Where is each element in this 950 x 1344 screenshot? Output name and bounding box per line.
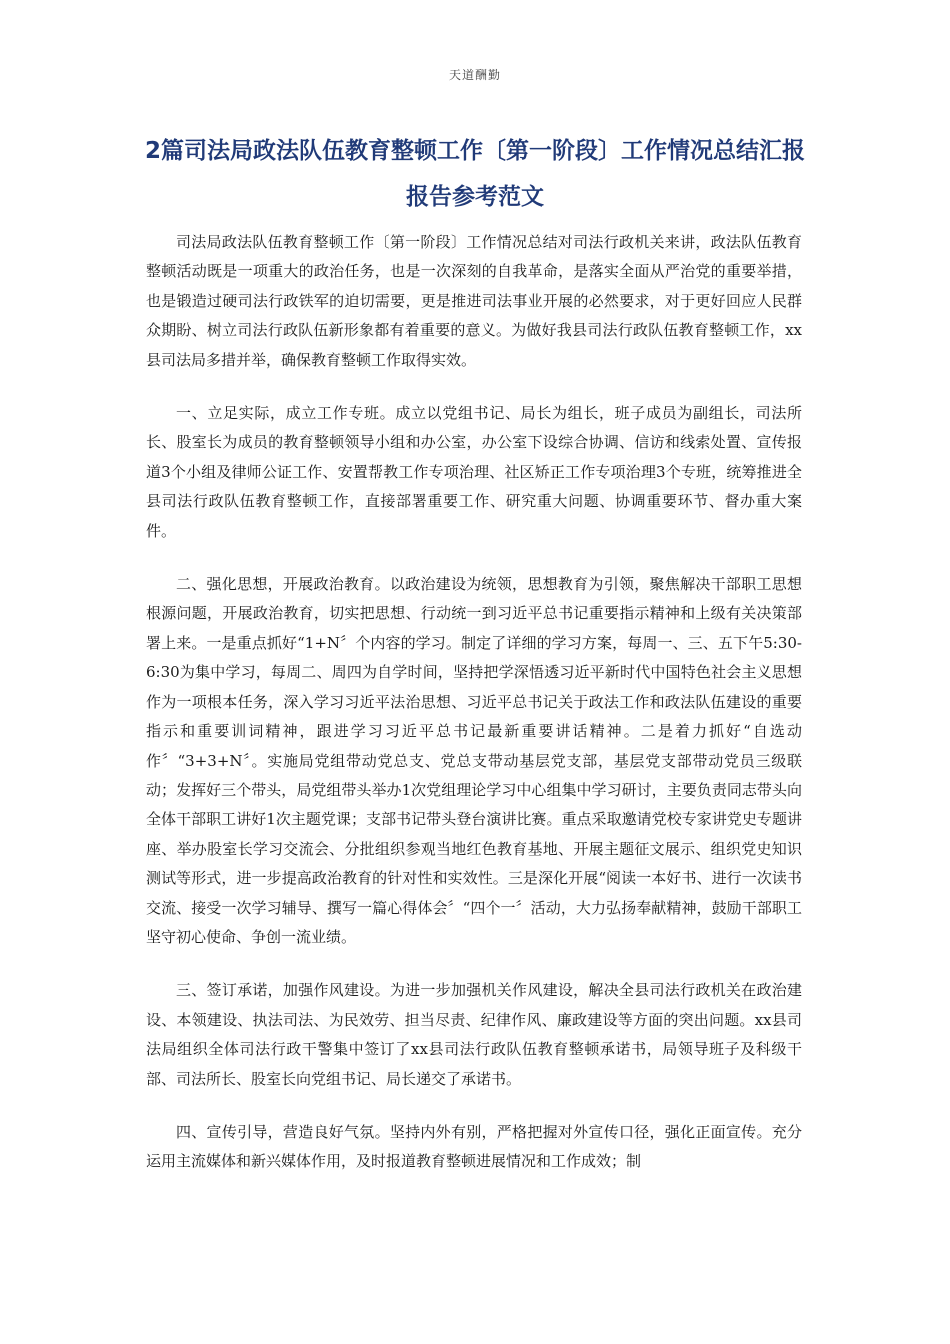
paragraph-section-4: 四、宣传引导，营造良好气氛。坚持内外有别，严格把握对外宣传口径，强化正面宣传。充分运用主流媒体和新兴媒体作用，及时报道教育整顿进展情况和工作成效；制 — [146, 1122, 802, 1171]
paragraph-section-1: 一、立足实际，成立工作专班。成立以党组书记、局长为组长，班子成员为副组长，司法所长、股室长为成员的教育整顿领导小组和办公室，办公室下设综合协调、信访和线索处置、宣传报道3个小组及律师公证工作、安置帮教工作专项治理、社区矫正工作专项治理3个专班，统筹推进全县司法行政队伍教育整顿工作，直接部署重要工作、研究重大问题、协调重要环节、督办重大案件。 — [146, 404, 802, 540]
document-title: 2篇司法局政法队伍教育整顿工作〔第一阶段〕工作情况总结汇报报告参考范文 — [144, 138, 805, 210]
paragraph-section-3: 三、签订承诺，加强作风建设。为进一步加强机关作风建设，解决全县司法行政机关在政治建设、本领建设、执法司法、为民效劳、担当尽责、纪律作风、廉政建设等方面的突出问题。xx县司法局组织全体司法行政干警集中签订了xx县司法行政队伍教育整顿承诺书，局领导班子及科级干部、司法所长、股室长向党组书记、局长递交了承诺书。 — [146, 981, 802, 1088]
paragraph-section-2: 二、强化思想，开展政治教育。以政治建设为统领，思想教育为引领，聚焦解决干部职工思想根源问题，开展政治教育，切实把思想、行动统一到习近平总书记重要指示精神和上级有关决策部署上来。一是重点抓好“1+N〞个内容的学习。制定了详细的学习方案，每周一、三、五下午5:30-6:30为集中学习，每周二、周四为自学时间，坚持把学深悟透习近平新时代中国特色社会主义思想作为一项根本任务，深入学习习近平法治思想、习近平总书记关于政法工作和政法队伍建设的重要指示和重要训词精神，跟进学习习近平总书记最新重要讲话精神。二是着力抓好“自选动作〞“3+3+N〞。实施局党组带动党总支、党总支带动基层党支部，基层党支部带动党员三级联动；发挥好三个带头，局党组带头举办1次党组理论学习中心组集中学习研讨，主要负责同志带头向全体干部职工讲好1次主题党课；支部书记带头登台演讲比赛。重点采取邀请党校专家讲党史专题讲座、举办股室长学习交流会、分批组织参观当地红色教育基地、开展主题征文展示、组织党史知识测试等形式，进一步提高政治教育的针对性和实效性。三是深化开展“阅读一本好书、进行一次读书交流、接受一次学习辅导、撰写一篇心得体会〞“四个一〞活动，大力弘扬奉献精神，鼓励干部职工坚守初心使命、争创一流业绩。 — [146, 575, 802, 946]
header-mark: 天道酬勤 — [448, 68, 501, 82]
document-body — [146, 228, 802, 1201]
paragraph-intro: 司法局政法队伍教育整顿工作〔第一阶段〕工作情况总结对司法行政机关来讲，政法队伍教育整顿活动既是一项重大的政治任务，也是一次深刻的自我革命，是落实全面从严治党的重要举措，也是锻造过硬司法行政铁军的迫切需要，更是推进司法事业开展的必然要求，对于更好回应人民群众期盼、树立司法行政队伍新形象都有着重要的意义。为做好我县司法行政队伍教育整顿工作，xx县司法局多措并举，确保教育整顿工作取得实效。 — [146, 233, 802, 369]
